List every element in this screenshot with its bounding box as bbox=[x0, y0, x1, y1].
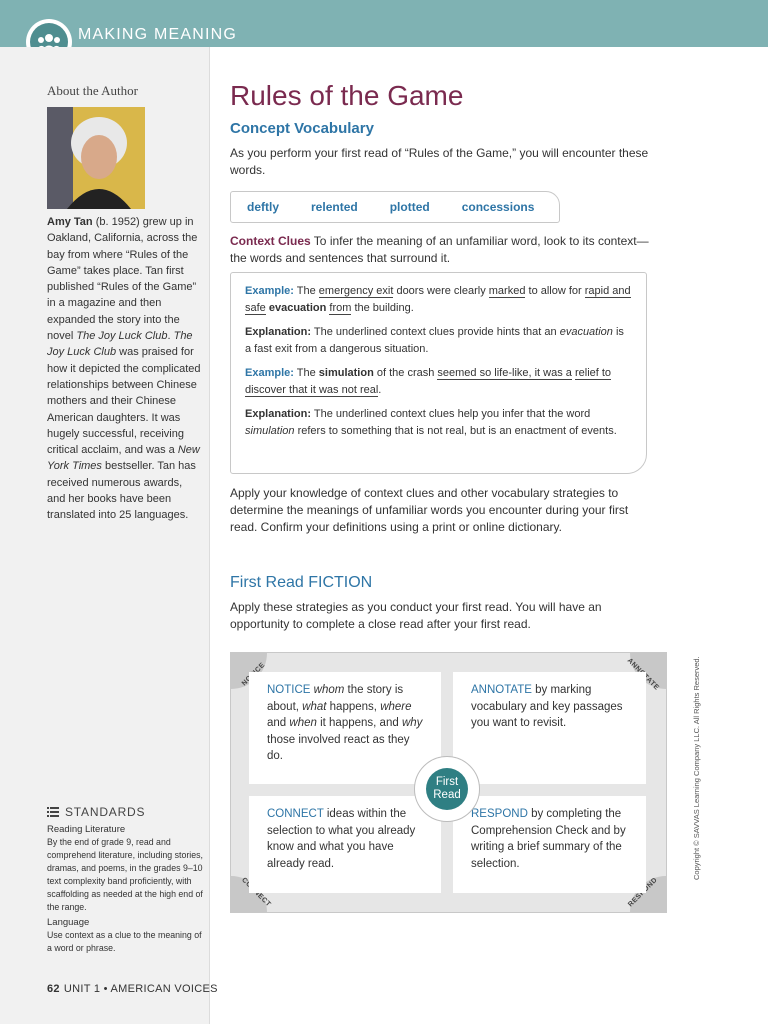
context-clues-text: To infer the meaning of an unfamiliar word, look to its context—the words and sentences that surround it. bbox=[230, 234, 649, 265]
section-header-bar bbox=[0, 0, 768, 47]
context-clues-label: Context Clues bbox=[230, 234, 311, 248]
strategy-keyword: RESPOND bbox=[471, 808, 528, 820]
context-clue-underline: emergency exit bbox=[318, 285, 394, 297]
strategy-keyword: CONNECT bbox=[267, 808, 324, 820]
book-title: The Joy Luck Club bbox=[76, 330, 168, 343]
strategy-text: ideas within the selection to what you already know and what you have already read. bbox=[267, 808, 416, 870]
strategy-text: the story is about, bbox=[267, 684, 404, 713]
strategy-keyword: NOTICE bbox=[267, 684, 311, 696]
first-read-text: Apply these strategies as you conduct your first read. You will have an opportunity to complete a close read after your first read. bbox=[230, 600, 602, 631]
standards-box bbox=[47, 805, 207, 955]
author-name: Amy Tan bbox=[47, 216, 93, 228]
section-title: MAKING MEANING bbox=[78, 26, 238, 43]
first-read-label bbox=[426, 768, 468, 810]
apply-knowledge-text: Apply your knowledge of context clues and other vocabulary strategies to determine the meanings of unfamiliar words you encounter during your first read. Confirm your definitions using a print or online dictionary. bbox=[230, 486, 629, 534]
strategy-text: those involved react as they do. bbox=[267, 733, 410, 762]
vocabulary-word-list bbox=[230, 191, 560, 223]
example-text: of the crash bbox=[373, 367, 438, 379]
strategy-italic: when bbox=[289, 717, 317, 729]
context-clue-examples-box bbox=[230, 272, 647, 474]
standards-text: Use context as a clue to the meaning of a word or phrase. bbox=[47, 930, 202, 953]
example-text: the building. bbox=[351, 302, 414, 314]
connect-card bbox=[249, 796, 441, 893]
vocab-word: plotted bbox=[389, 200, 430, 214]
example-text: The bbox=[293, 367, 319, 379]
concept-vocabulary-heading: Concept Vocabulary bbox=[230, 120, 374, 137]
newspaper-title: New York Times bbox=[47, 444, 200, 473]
first-read-center-badge bbox=[414, 756, 480, 822]
example-label: Example: bbox=[245, 367, 294, 379]
explanation-text: is a fast exit from a dangerous situation. bbox=[245, 326, 624, 355]
context-clue-underline: seemed so life-like, it was a bbox=[437, 367, 572, 379]
explanation-2 bbox=[245, 406, 632, 440]
context-clues-paragraph bbox=[230, 233, 650, 267]
context-clue-underline: relief to discover that it was not real bbox=[245, 367, 612, 396]
example-text: The bbox=[293, 285, 319, 297]
vocab-word: relented bbox=[311, 200, 358, 214]
example-text: . bbox=[378, 384, 382, 396]
center-label-line: First bbox=[435, 776, 459, 788]
bio-text: was praised for how it depicted the complicated relationships between Chinese mothers and their Chinese American daughters. It was hugely successful, receiving critical acclaim, and was a bbox=[47, 346, 201, 457]
target-word-italic: simulation bbox=[245, 425, 295, 437]
example-text: to allow for bbox=[525, 285, 585, 297]
author-bio bbox=[47, 214, 202, 524]
context-clue-underline: rapid and safe bbox=[245, 285, 631, 314]
strategy-italic: whom bbox=[313, 684, 345, 696]
about-author-heading: About the Author bbox=[47, 83, 138, 98]
target-word-italic: evacuation bbox=[559, 326, 613, 338]
page-footer bbox=[47, 983, 218, 995]
context-clue-underline: marked bbox=[488, 285, 526, 297]
example-1 bbox=[245, 283, 632, 317]
author-photo bbox=[47, 107, 145, 209]
annotate-card bbox=[453, 672, 646, 784]
example-label: Example: bbox=[245, 285, 294, 297]
list-icon bbox=[47, 807, 59, 817]
strategy-text: by marking vocabulary and key passages you want to revisit. bbox=[471, 684, 623, 729]
standards-heading: STANDARDS bbox=[65, 805, 146, 819]
copyright-notice: Copyright © SAVVAS Learning Company LLC. All Rights Reserved. bbox=[692, 656, 701, 880]
unit-label: UNIT 1 • AMERICAN VOICES bbox=[63, 983, 218, 995]
standards-label: Reading Literature bbox=[47, 824, 126, 835]
page-title: Rules of the Game bbox=[230, 80, 464, 111]
explanation-text: refers to something that is not real, but is an enactment of events. bbox=[294, 425, 617, 437]
target-word: simulation bbox=[318, 367, 374, 379]
strategy-text: it happens, and bbox=[316, 717, 402, 729]
strategy-text: and bbox=[267, 717, 290, 729]
bio-text: (b. 1952) grew up in Oakland, California, across the bay from where “Rules of the Game” takes place. Tan first published “Rules of the Game” in a magazine and then expanded the story into the novel bbox=[47, 216, 198, 343]
explanation-label: Explanation: bbox=[245, 326, 312, 338]
bio-text: . bbox=[167, 330, 174, 343]
page-number: 62 bbox=[47, 983, 60, 995]
explanation-1 bbox=[245, 324, 632, 358]
explanation-text: The underlined context clues provide hints that an bbox=[311, 326, 560, 338]
book-title: The Joy Luck Club bbox=[47, 330, 193, 359]
respond-card bbox=[453, 796, 646, 893]
target-word: evacuation bbox=[268, 302, 327, 314]
concept-vocabulary-text: As you perform your first read of “Rules of the Game,” you will encounter these words. bbox=[230, 146, 649, 177]
strategy-text: by completing the Comprehension Check and by writing a brief summary of the selection. bbox=[471, 808, 626, 870]
vocab-word: deftly bbox=[247, 200, 280, 214]
explanation-label: Explanation: bbox=[245, 408, 312, 420]
strategy-text: happens, bbox=[326, 700, 381, 713]
first-read-heading: First Read FICTION bbox=[230, 574, 373, 591]
context-clue-underline: from bbox=[329, 302, 352, 314]
strategy-italic: what bbox=[302, 700, 327, 713]
example-text: doors were clearly bbox=[393, 285, 489, 297]
center-label-line: Read bbox=[433, 789, 461, 801]
strategy-italic: where bbox=[380, 700, 412, 713]
example-2 bbox=[245, 365, 632, 399]
standards-text: By the end of grade 9, read and comprehend literature, including stories, dramas, and poems, in the grades 9–10 text complexity band proficiently, with scaffolding as needed at the high end of the range. bbox=[47, 837, 203, 912]
strategy-keyword: ANNOTATE bbox=[471, 684, 532, 696]
standards-label: Language bbox=[47, 917, 90, 928]
bio-text: bestseller. Tan has received numerous awards, and her books have been translated into 25 languages. bbox=[47, 460, 196, 522]
vocab-word: concessions bbox=[461, 200, 535, 214]
strategy-italic: why bbox=[401, 717, 423, 729]
explanation-text: The underlined context clues help you infer that the word bbox=[311, 408, 591, 420]
notice-card bbox=[249, 672, 441, 784]
